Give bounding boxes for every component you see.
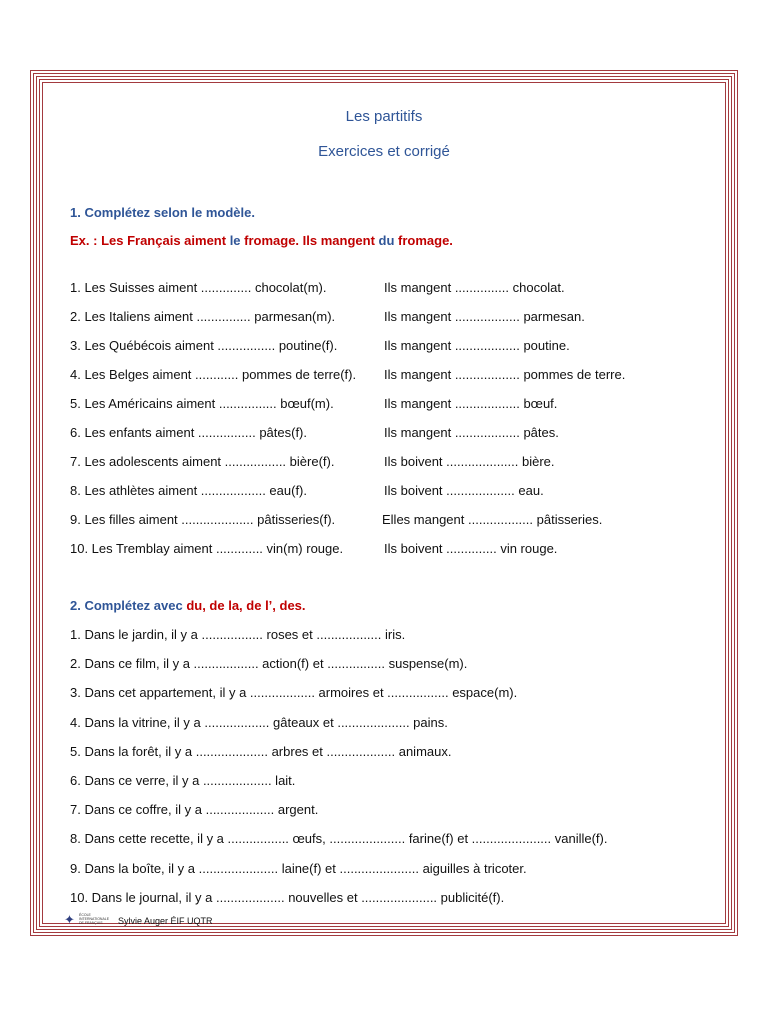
exercise-2-item: 8. Dans cette recette, il y a ................. œufs, ..................... farine(f) et ...................... vanille(f). [70, 831, 608, 847]
star-logo-icon: ✦ [64, 912, 75, 927]
document-title: Les partitifs [345, 108, 423, 125]
exercise-2-heading: 2. Complétez avec du, de la, de l’, des. [70, 598, 306, 613]
footer [64, 912, 213, 930]
author-credit: Sylvie Auger ÉIF UQTR [118, 916, 213, 926]
exercise-1-item-left: 8. Les athlètes aiment .................. eau(f). [70, 483, 307, 498]
exercise-2-item: 4. Dans la vitrine, il y a .................. gâteaux et .................... pains. [70, 714, 448, 730]
exercise-1-item-left: 10. Les Tremblay aiment ............. vin(m) rouge. [70, 541, 344, 556]
exercise-1-item-left: 2. Les Italiens aiment ............... parmesan(m). [70, 309, 336, 324]
exercise-2-item: 3. Dans cet appartement, il y a .................. armoires et ................. espace(m). [70, 685, 518, 701]
exercise-1-item-left: 1. Les Suisses aiment .............. chocolat(m). [70, 280, 327, 295]
exercise-1-item-right: Ils boivent .................... bière. [384, 454, 555, 469]
document-subtitle: Exercices et corrigé [318, 143, 450, 160]
exercise-2-item: 7. Dans ce coffre, il y a ................... argent. [70, 802, 319, 818]
exercise-1-item-right: Elles mangent .................. pâtisseries. [382, 512, 603, 527]
exercise-1-item-left: 3. Les Québécois aiment ................ poutine(f). [70, 338, 338, 353]
exercise-1-item-left: 7. Les adolescents aiment ................. bière(f). [70, 454, 335, 469]
exercise-2-item: 10. Dans le journal, il y a ................... nouvelles et ..................... publicité(f). [70, 889, 505, 905]
exercise-1-item-left: 5. Les Américains aiment ................ bœuf(m). [70, 396, 334, 411]
exercise-1-item-right: Ils mangent ............... chocolat. [384, 280, 565, 295]
exercise-1-item-right: Ils mangent .................. poutine. [384, 338, 570, 353]
exercise-2-item: 9. Dans la boîte, il y a ...................... laine(f) et ...................... aiguilles à tricoter. [70, 860, 527, 876]
exercise-1-item-right: Ils boivent .............. vin rouge. [384, 541, 558, 556]
school-logo: ✦ ÉCOLE INTERNATIONALE DE FRANÇAIS [64, 912, 110, 927]
exercise-2-item: 2. Dans ce film, il y a .................. action(f) et ................ suspense(m). [70, 656, 468, 672]
exercise-1-heading: 1. Complétez selon le modèle. [70, 205, 255, 220]
exercise-1-item-left: 9. Les filles aiment .................... pâtisseries(f). [70, 512, 336, 527]
exercise-1-item-right: Ils mangent .................. parmesan. [384, 309, 585, 324]
exercise-1-item-left: 4. Les Belges aiment ............ pommes de terre(f). [70, 367, 357, 382]
exercise-2-item: 1. Dans le jardin, il y a ................. roses et .................. iris. [70, 627, 406, 642]
exercise-1-item-right: Ils mangent .................. bœuf. [384, 396, 558, 411]
exercise-2-item: 6. Dans ce verre, il y a ................... lait. [70, 773, 296, 788]
exercise-1-example: Ex. : Les Français aiment le fromage. Ils mangent du fromage. [70, 233, 453, 248]
exercise-1-item-left: 6. Les enfants aiment ................ pâtes(f). [70, 425, 307, 440]
exercise-2-item: 5. Dans la forêt, il y a .................... arbres et ................... animaux. [70, 743, 452, 759]
exercise-1-item-right: Ils mangent .................. pâtes. [384, 425, 559, 440]
exercise-1-item-right: Ils boivent ................... eau. [384, 483, 544, 498]
exercise-1-item-right: Ils mangent .................. pommes de terre. [384, 367, 626, 382]
